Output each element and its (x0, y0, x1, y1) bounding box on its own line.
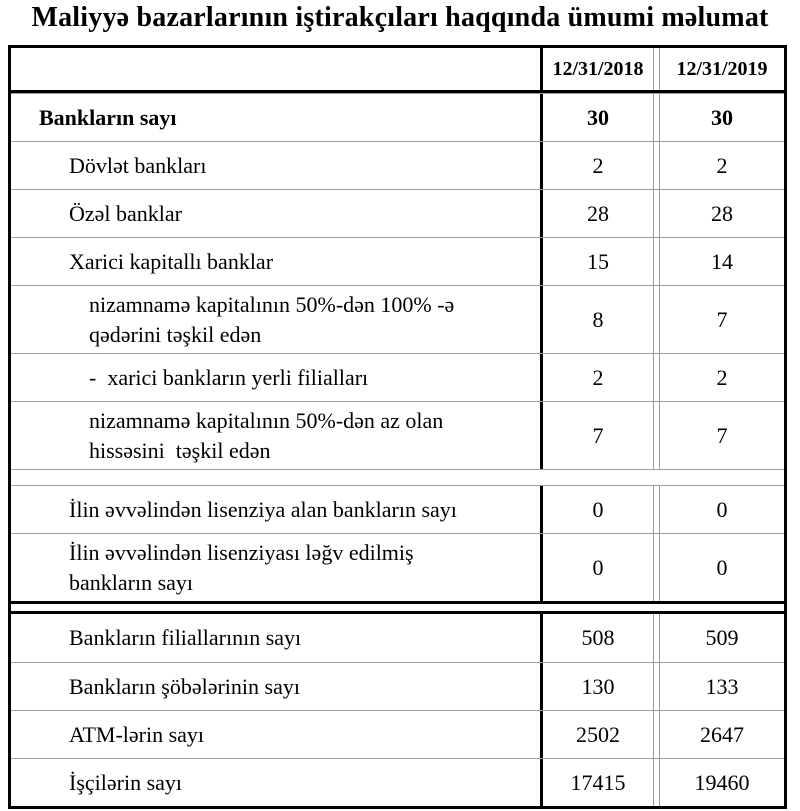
table-row (11, 141, 784, 189)
value-2019: 28 (711, 200, 733, 226)
header-col-2019: 12/31/2019 (676, 57, 768, 80)
column-gap (653, 354, 660, 401)
value-2019: 7 (716, 422, 728, 448)
value-2019: 133 (705, 673, 739, 699)
value-2018: 15 (587, 248, 609, 274)
row-label: İlin əvvəlindən lisenziya alan bankların sayı (11, 486, 543, 533)
row-label: Özəl banklar (11, 190, 543, 237)
column-gap (653, 94, 660, 141)
column-gap (653, 711, 660, 758)
row-label: İşçilərin sayı (11, 759, 543, 806)
row-label: Dövlət bankları (11, 142, 543, 189)
column-gap (653, 486, 660, 533)
value-2018: 30 (587, 104, 609, 130)
row-label: nizamnamə kapitalının 50%-dən az olan hissəsini təşkil edən (11, 402, 543, 469)
value-2019: 7 (716, 306, 728, 332)
column-gap (653, 663, 660, 710)
row-label: Xarici kapitallı banklar (11, 238, 543, 285)
page-title: Maliyyə bazarlarının iştirakçıları haqqında ümumi məlumat (31, 2, 769, 33)
table-row (11, 189, 784, 237)
column-gap (653, 48, 660, 90)
table-body (11, 93, 784, 806)
value-2019: 0 (716, 554, 728, 580)
table-row (11, 485, 784, 533)
header-col-2018: 12/31/2018 (552, 57, 644, 80)
value-2018: 130 (581, 673, 615, 699)
value-2018: 0 (592, 554, 604, 580)
table-row (11, 614, 784, 662)
value-2018: 2502 (576, 721, 620, 747)
value-2019: 19460 (694, 769, 750, 795)
table-row (11, 758, 784, 806)
column-gap (653, 402, 660, 469)
value-2018: 2 (592, 364, 604, 390)
header-label-cell (11, 48, 543, 90)
table-separator (11, 601, 784, 614)
row-label: Bankların filiallarının sayı (11, 614, 543, 662)
value-2019: 2647 (700, 721, 744, 747)
row-label: nizamnamə kapitalının 50%-dən 100% -ə qədərini təşkil edən (11, 286, 543, 353)
financial-participants-table (8, 45, 787, 809)
row-label: - xarici bankların yerli filialları (11, 354, 543, 401)
column-gap (653, 238, 660, 285)
column-gap (653, 614, 660, 662)
value-2018: 8 (592, 306, 604, 332)
value-2019: 509 (705, 625, 739, 650)
column-gap (653, 286, 660, 353)
row-label: Bankların şöbələrinin sayı (11, 663, 543, 710)
table-row (11, 237, 784, 285)
column-gap (653, 534, 660, 601)
value-2018: 7 (592, 422, 604, 448)
value-2019: 14 (711, 248, 733, 274)
table-row (11, 401, 784, 469)
value-2018: 2 (592, 152, 604, 178)
value-2018: 508 (581, 625, 615, 650)
table-row (11, 533, 784, 601)
table-row (11, 662, 784, 710)
value-2019: 2 (716, 364, 728, 390)
row-label: İlin əvvəlindən lisenziyası ləğv edilmiş bankların sayı (11, 534, 543, 601)
table-row (11, 710, 784, 758)
row-label: ATM-lərin sayı (11, 711, 543, 758)
table-row (11, 353, 784, 401)
table-header-row (11, 48, 784, 93)
row-label: Bankların sayı (11, 94, 543, 141)
table-row (11, 93, 784, 141)
value-2019: 30 (711, 104, 733, 130)
table-row (11, 285, 784, 353)
value-2018: 0 (592, 496, 604, 522)
value-2018: 28 (587, 200, 609, 226)
column-gap (653, 142, 660, 189)
column-gap (653, 190, 660, 237)
value-2019: 2 (716, 152, 728, 178)
table-spacer (11, 469, 784, 485)
value-2018: 17415 (570, 769, 626, 795)
column-gap (653, 759, 660, 806)
value-2019: 0 (716, 496, 728, 522)
